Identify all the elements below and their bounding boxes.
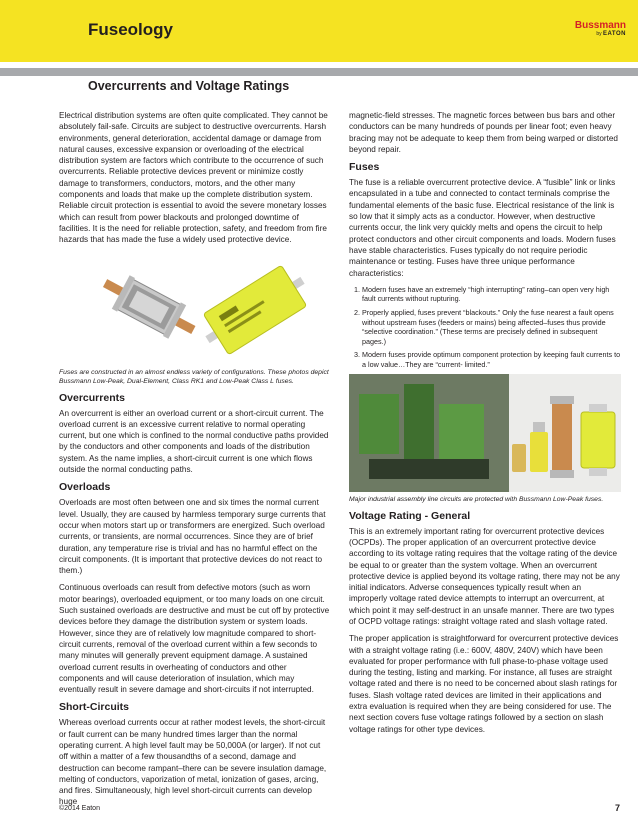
intro-paragraph: Electrical distribution systems are often quite complicated. They cannot be absolutely fail-safe. Circuits are subject to destructive overcurrents. Harsh environments, general deterioration, accidental damage or damage from natural causes, excessive expansion or overloading of the electrical distribution system are factors which contribute to the occurrence of such overcurrents. Reliable protective devices prevent or minimize costly damage to transformers, conductors, motors, and the other many components and loads that make up the complete distribution system. Reliable circuit protection is essential to avoid the severe monetary losses which can result from power blackouts and prolonged downtime of facilities. It is the need for reliable protection, safety, and freedom from fire hazards that has made the fuse a widely used protective device. bbox=[59, 111, 328, 245]
header-title: Fuseology bbox=[88, 20, 174, 39]
header-divider bbox=[0, 68, 638, 76]
overloads-paragraph-2: Continuous overloads can result from defective motors (such as worn motor bearings), overloaded equipment, or too many loads on one circuit. Such sustained overloads are destructive and must be cut off by protective devices before they damage the distribution system or system loads. However, since they are of relatively low magnitude compared to short-circuit currents, removal of the overload current within a few seconds to many minutes will generally prevent equipment damage. A sustained overload current results in overheating of conductors and other components and will cause deterioration of insulation, which may eventually result in severe damage and short-circuits if not interrupted. bbox=[59, 583, 330, 695]
left-column bbox=[59, 110, 331, 814]
fuses-paragraph: The fuse is a reliable overcurrent protective device. A “fusible” link or links encapsulated in a tube and connected to contact terminals comprise the fundamental elements of the basic fuse. Electrical resistance of the link is so low that it simply acts as a conductor. However, when destructive currents occur, the link very quickly melts and opens the circuit to help protect conductors and other circuit components and loads. Modern fuses have stable characteristics. Fuses typically do not require periodic maintenance or testing. Fuses have three unique performance characteristics: bbox=[349, 178, 616, 278]
fuses-heading: Fuses bbox=[349, 161, 380, 174]
brand-name: Bussmann bbox=[574, 20, 626, 31]
characteristics-list bbox=[349, 285, 621, 370]
brand-parent: EATON bbox=[603, 31, 626, 37]
fuse-photo-caption: Fuses are constructed in an almost endless variety of configurations. These photos depict Bussmann Low-Peak, Dual-Element, Class RK1 and Low-Peak Class L fuses. bbox=[59, 368, 329, 385]
voltage-paragraph-2: The proper application is straightforward for overcurrent protective devices with a straight voltage rating (i.e.: 600V, 480V, 240V) which have been evaluated for proper performance with full phase-to-phase voltage used during the testing, listing and marking. For instance, all fuses are straight voltage rated and there is no need to be concerned about slash ratings for fuses. Slash voltage rated devices are limited in their applications and extra evaluation is required when they are being considered for use. The next section covers fuse voltage ratings followed by a section on slash voltage ratings for other type devices. bbox=[349, 634, 619, 734]
list-item: 1. Modern fuses have an extremely “high interrupting” rating–can open very high fault currents without rupturing. bbox=[362, 285, 621, 304]
short-circuits-paragraph: Whereas overload currents occur at rather modest levels, the short-circuit or fault current can be many hundred times larger than the normal operating current. A high level fault may be 50,000A (or larger). If not cut off within a matter of a few thousandths of a second, damage and destruction can become rampant–there can be severe insulation damage, melting of conductors, vaporization of metal, ionization of gases, arcing, and fires. Simultaneously, high level short-circuit currents can develop huge bbox=[59, 718, 327, 807]
short-circuits-heading: Short-Circuits bbox=[59, 701, 130, 714]
footer-copyright: ©2014 Eaton bbox=[59, 805, 100, 812]
assembly-line-photo bbox=[349, 374, 621, 492]
fuse-illustration bbox=[59, 252, 331, 362]
overcurrents-paragraph: An overcurrent is either an overload current or a short-circuit current. The overload current is an excessive current relative to normal operating current, but one which is confined to the normal conductive paths provided by the conductors and other components and loads of the distribution system. As the name implies, a short-circuit current is one which flows outside the normal conducting paths. bbox=[59, 408, 329, 475]
brand-sub bbox=[575, 31, 626, 38]
overcurrents-heading: Overcurrents bbox=[59, 391, 125, 404]
right-column bbox=[349, 110, 621, 741]
page-number: 7 bbox=[615, 803, 621, 813]
list-item: 2. Properly applied, fuses prevent “blackouts.” Only the fuse nearest a fault opens without upstream fuses (feeders or mains) being affected–fuses thus provide “selective coordination.” (These terms are precisely defined in subsequent pages.) bbox=[362, 308, 621, 346]
continuation-paragraph: magnetic-field stresses. The magnetic forces between bus bars and other conductors can be many hundreds of pounds per linear foot; even heavy bracing may not be adequate to keep them from being warped or distorted beyond repair. bbox=[349, 111, 618, 154]
overloads-heading: Overloads bbox=[59, 481, 111, 494]
page-header bbox=[0, 0, 638, 62]
brand-by: by bbox=[596, 31, 602, 37]
assembly-line-caption: Major industrial assembly line circuits are protected with Bussmann Low-Peak fuses. bbox=[349, 495, 604, 503]
list-item: 3. Modern fuses provide optimum component protection by keeping fault currents to a low value…They are “current- limited.” bbox=[362, 350, 621, 369]
fuse-photo bbox=[59, 252, 331, 362]
assembly-line-illustration bbox=[349, 374, 621, 492]
voltage-rating-heading: Voltage Rating - General bbox=[349, 509, 471, 522]
overloads-paragraph-1: Overloads are most often between one and six times the normal current level. Usually, they are caused by harmless temporary surge currents that occur when motors start up or transformers are energized. Such overload currents, or transients, are normal occurrences. Since they are of brief duration, any temperature rise is trivial and has no harmful effect on the circuit components. (It is important that protective devices do not react to them.) bbox=[59, 498, 326, 576]
voltage-paragraph-1: This is an extremely important rating for overcurrent protective devices (OCPDs). The proper application of an overcurrent protective device according to its voltage rating requires that the voltage rating of the device be equal to or greater than the system voltage. When an overcurrent protective device is applied beyond its voltage rating, there may not be any initial indicators. Adverse consequences typically result when an improperly voltage rated device attempts to interrupt an overcurrent, at which point it may self-destruct in an unsafe manner. There are two types of OCPD voltage ratings: straight voltage rated and slash voltage rated. bbox=[349, 526, 620, 626]
brand-logo bbox=[575, 20, 626, 38]
section-title: Overcurrents and Voltage Ratings bbox=[88, 79, 290, 93]
